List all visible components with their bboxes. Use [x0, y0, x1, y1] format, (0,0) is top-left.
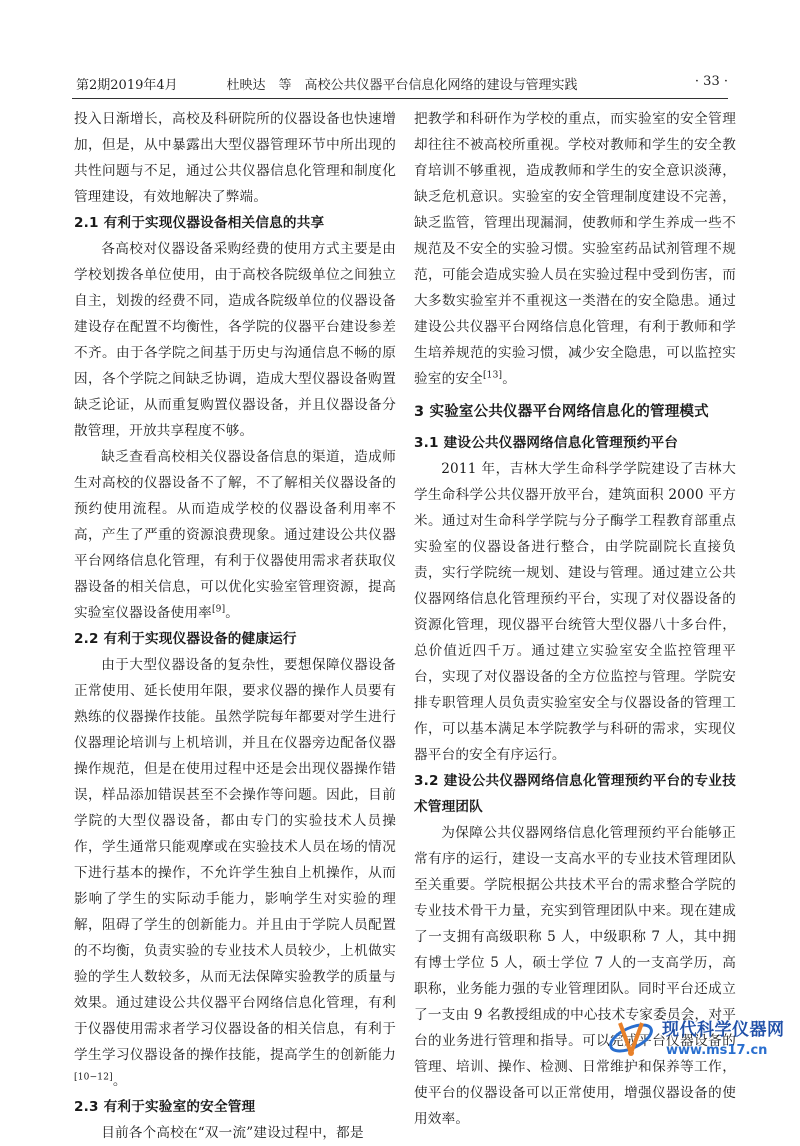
paragraph: 各高校对仪器设备采购经费的使用方式主要是由学校划拨各单位使用，由于高校各院级单位之间独立自主，划拨的经费不同，造成各院级单位的仪器设备建设存在配置不均衡性，各学院的仪器平台建设参差不齐。由于各学院之间基于历史与沟通信息不畅的原因，各个学院之间缺乏协调，造成大型仪器设备购置缺乏论证，从而重复购置仪器设备，并且仪器设备分散管理，开放共享程度不够。	[74, 241, 396, 439]
section-heading-3-2: 3.2 建设公共仪器网络信息化管理预约平台的专业技术管理团队	[414, 773, 736, 815]
paragraph	[414, 106, 736, 392]
paragraph: 目前各个高校在“双一流”建设过程中，都是	[101, 1125, 364, 1141]
section-heading-2-3: 2.3 有利于实验室的安全管理	[74, 1099, 256, 1115]
punctuation: 。	[112, 1073, 127, 1089]
paragraph-text: 缺乏查看高校相关仪器设备信息的渠道，造成师生对高校的仪器设备不了解，不了解相关仪器设备的预约使用流程。从而造成学校的仪器设备利用率不高，产生了严重的资源浪费现象。通过建设公共仪器平台网络信息化管理，有利于仪器使用需求者获取仪器设备的相关信息，可以优化实验室管理资源，提高实验室仪器设备使用率	[74, 449, 396, 621]
instrument-logo-icon	[606, 1013, 656, 1063]
watermark-url: www.ms17.cn	[666, 1043, 768, 1058]
page-number: · 33 ·	[694, 74, 728, 89]
punctuation: 。	[502, 371, 517, 387]
section-heading-3: 3 实验室公共仪器平台网络信息化的管理模式	[414, 404, 709, 420]
paragraph-text: 由于大型仪器设备的复杂性，要想保障仪器设备正常使用、延长使用年限，要求仪器的操作人员要有熟练的仪器操作技能。虽然学院每年都要对学生进行仪器理论培训与上机培训，并且在仪器旁边配备仪器操作规范，但是在使用过程中还是会出现仪器操作错误，样品添加错误甚至不会操作等问题。因此，目前学院的大型仪器设备，都由专门的实验技术人员操作，学生通常只能观摩或在实验技术人员在场的情况下进行基本的操作，不允许学生独自上机操作，从而影响了学生的实际动手能力，影响学生对实验的理解，阻碍了学生的创新能力。并且由于学院人员配置的不均衡，负责实验的专业技术人员较少，上机做实验的学生人数较多，从而无法保障实验教学的质量与效果。通过建设公共仪器平台网络信息化管理，有利于仪器使用需求者学习仪器设备的相关信息，有利于学生学习仪器设备的操作技能，提高学生的创新能力	[74, 657, 396, 1063]
paragraph	[74, 444, 396, 626]
issue-date: 第2期2019年4月	[76, 78, 178, 93]
section-heading-2-2: 2.2 有利于实现仪器设备的健康运行	[74, 631, 297, 647]
watermark-site-name: 现代科学仪器网	[662, 1020, 785, 1040]
citation: [9]	[211, 604, 226, 615]
section-heading-2-1: 2.1 有利于实现仪器设备相关信息的共享	[74, 215, 325, 231]
paragraph-continued: 投入日渐增长，高校及科研院所的仪器设备也快速增加，但是，从中暴露出大型仪器管理环节中所出现的共性问题与不足，通过公共仪器信息化管理和制度化管理建设，有效地解决了弊端。	[74, 111, 396, 205]
header-rule	[72, 98, 728, 99]
paragraph: 2011 年，吉林大学生命科学学院建设了吉林大学生命科学公共仪器开放平台，建筑面积 2000 平方米。通过对生命科学学院与分子酶学工程教育部重点实验室的仪器设备进行整合，由学院副院长直接负责，实行学院统一规划、建设与管理。通过建立公共仪器网络信息化管理预约平台，实现了对仪器设备的资源化管理，现仪器平台统管大型仪器八十多台件，总价值近四千万。通过建立实验室安全监控管理平台，实现了对仪器设备的全方位监控与管理。学院安排专职管理人员负责实验室安全与仪器设备的管理工作，可以基本满足本学院教学与科研的需求，实现仪器平台的安全有序运行。	[414, 461, 736, 763]
site-watermark	[606, 1007, 788, 1071]
running-header	[76, 70, 728, 94]
paragraph	[74, 652, 396, 1094]
citation: [10−12]	[74, 1072, 113, 1083]
paragraph-text: 把教学和科研作为学校的重点，而实验室的安全管理却往往不被高校所重视。学校对教师和学生的安全教育培训不够重视，造成教师和学生的安全意识淡薄，缺乏危机意识。实验室的安全管理制度建设不完善，缺乏监管，管理出现漏洞，使教师和学生养成一些不规范及不安全的实验习惯。实验室药品试剂管理不规范，可能会造成实验人员在实验过程中受到伤害，而大多数实验室并不重视这一类潜在的安全隐患。通过建设公共仪器平台网络信息化管理，有利于教师和学生培养规范的实验习惯，减少安全隐患，可以监控实验室的安全	[414, 111, 736, 387]
citation: [13]	[482, 370, 503, 381]
section-heading-3-1: 3.1 建设公共仪器网络信息化管理预约平台	[414, 435, 679, 451]
paragraph: 为保障公共仪器网络信息化管理预约平台能够正常有序的运行，建设一支高水平的专业技术管理团队至关重要。学院根据公共技术平台的需求整合学院的专业技术骨干力量，充实到管理团队中来。现在建成了一支拥有高级职称 5 人，中级职称 7 人，其中拥有博士学位 5 人，硕士学位 7 人的一支高学历，高职称，业务能力强的专业管理团队。同时平台还成立了一支由 9 名教授组成的中心技术专家委员会，对平台的业务进行管理和指导。可以完成平台仪器设备的管理、培训、操作、检测、日常维护和保养等工作，使平台的仪器设备可以正常使用，增强仪器设备的使用效率。	[414, 825, 736, 1127]
running-title: 杜映达 等 高校公共仪器平台信息化网络的建设与管理实践	[226, 78, 578, 93]
punctuation: 。	[225, 605, 240, 621]
left-column	[74, 106, 396, 1146]
right-column	[414, 106, 736, 1132]
